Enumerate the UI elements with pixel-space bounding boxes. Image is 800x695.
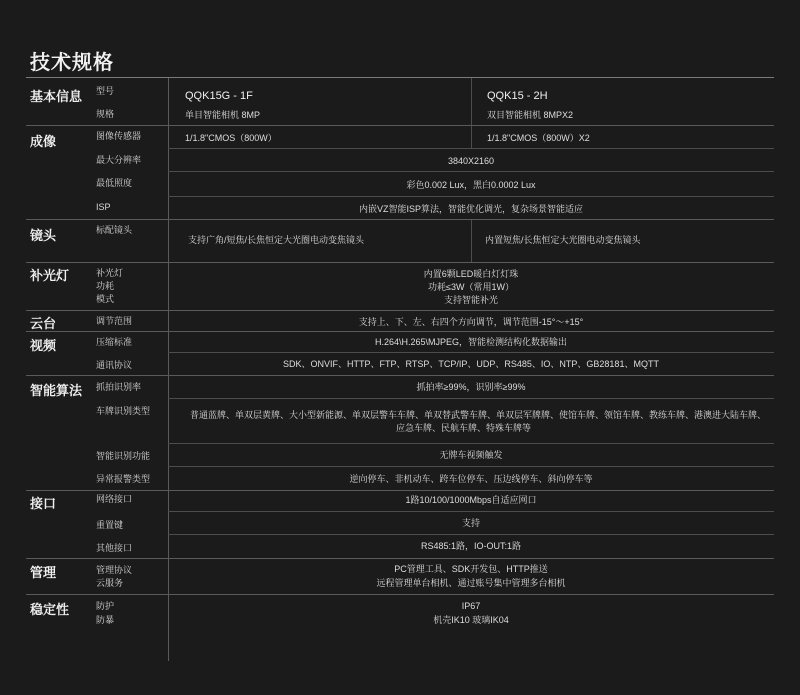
- explosion-value: 机壳IK10 玻璃IK04: [433, 615, 509, 625]
- label-fill-light: 补光灯: [96, 268, 124, 278]
- label-model: 型号: [96, 86, 115, 96]
- section-interface: 接口: [30, 496, 57, 511]
- basic-model-divider: [471, 78, 472, 125]
- row-divider: [168, 171, 774, 172]
- ptz-value: 支持上、下、左、右四个方向调节，调节范围-15°～+15°: [358, 317, 584, 327]
- section-divider: [26, 331, 774, 332]
- label-capture-rate: 抓拍识别率: [96, 382, 142, 392]
- min-lux-value: 彩色0.002 Lux，黑白0.0002 Lux: [406, 180, 536, 190]
- cloud-value: 远程管理单台相机、通过账号集中管理多台相机: [376, 578, 566, 588]
- section-divider: [26, 262, 774, 263]
- label-explosion: 防暴: [96, 615, 115, 625]
- row-divider: [168, 511, 774, 512]
- section-stability: 稳定性: [30, 602, 70, 617]
- other-interface-value: RS485:1路，IO-OUT:1路: [420, 541, 522, 551]
- section-divider: [26, 490, 774, 491]
- protection-value: IP67: [461, 601, 481, 611]
- protocol-value: SDK、ONVIF、HTTP、FTP、RTSP、TCP/IP、UDP、RS485、IO、NTP、GB28181、MQTT: [283, 359, 659, 369]
- label-abnormal-alarm: 异常报警类型: [96, 474, 151, 484]
- lens-a: 支持广角/短焦/长焦恒定大光圈电动变焦镜头: [188, 235, 365, 245]
- lens-divider: [471, 220, 472, 262]
- section-imaging: 成像: [30, 134, 57, 149]
- section-divider: [26, 375, 774, 376]
- power-value: 功耗≤3W（常用1W）: [428, 282, 514, 292]
- isp-value: 内嵌VZ智能ISP算法，智能优化调光，复杂场景智能适应: [358, 204, 583, 214]
- row-divider: [168, 443, 774, 444]
- row-divider: [168, 398, 774, 399]
- label-sensor: 图像传感器: [96, 131, 142, 141]
- section-divider: [26, 558, 774, 559]
- max-resolution-value: 3840X2160: [447, 156, 495, 166]
- section-management: 管理: [30, 565, 57, 580]
- label-lens: 标配镜头: [96, 225, 133, 235]
- section-divider: [26, 310, 774, 311]
- model-b: QQK15 - 2H: [487, 90, 548, 102]
- mode-value: 支持智能补光: [443, 295, 498, 305]
- smart-func-value: 无牌车视频触发: [439, 450, 503, 460]
- row-divider: [168, 148, 774, 149]
- plate-types-line-2: 应急车牌、民航车牌、特殊车牌等: [396, 423, 532, 433]
- label-protection: 防护: [96, 601, 115, 611]
- label-isp: ISP: [96, 202, 111, 212]
- section-ai: 智能算法: [30, 383, 83, 398]
- label-cloud: 云服务: [96, 578, 124, 588]
- label-smart-func: 智能识别功能: [96, 451, 151, 461]
- label-max-resolution: 最大分辨率: [96, 155, 142, 165]
- mgmt-protocol-value: PC管理工具、SDK开发包、HTTP推送: [394, 564, 548, 574]
- label-protocol: 通讯协议: [96, 360, 133, 370]
- network-value: 1路10/100/1000Mbps自适应网口: [405, 495, 537, 505]
- section-video: 视频: [30, 338, 57, 353]
- section-ptz: 云台: [30, 316, 57, 331]
- title-divider: [26, 77, 774, 78]
- label-reset: 重置键: [96, 520, 124, 530]
- page-title: 技术规格: [30, 52, 114, 74]
- label-mode: 模式: [96, 294, 115, 304]
- spec-a: 单目智能相机 8MP: [185, 110, 261, 120]
- section-lens: 镜头: [30, 228, 57, 243]
- row-divider: [168, 352, 774, 353]
- section-fill-light: 补光灯: [30, 268, 70, 283]
- spec-b: 双目智能相机 8MPX2: [487, 110, 574, 120]
- section-divider: [26, 125, 774, 126]
- fill-light-value: 内置6颗LED暖白灯灯珠: [423, 269, 519, 279]
- model-a: QQK15G - 1F: [185, 90, 253, 102]
- label-compression: 压缩标准: [96, 337, 133, 347]
- label-spec: 规格: [96, 109, 115, 119]
- label-network: 网络接口: [96, 494, 133, 504]
- label-adjust-range: 调节范围: [96, 316, 133, 326]
- plate-types-line-1: 普通蓝牌、单双层黄牌、大小型新能源、单双层警车车牌、单双替武警车牌、单双层军牌牌、使馆车牌、领馆车牌、教练车牌、港澳进大陆车牌、: [190, 410, 767, 420]
- label-power: 功耗: [96, 281, 115, 291]
- row-divider: [168, 466, 774, 467]
- sensor-b: 1/1.8"CMOS（800W）X2: [487, 133, 590, 143]
- row-divider: [168, 196, 774, 197]
- section-divider: [26, 594, 774, 595]
- row-divider: [168, 534, 774, 535]
- label-other-interface: 其他接口: [96, 543, 133, 553]
- label-min-lux: 最低照度: [96, 178, 133, 188]
- capture-rate-value: 抓拍率≥99%，识别率≥99%: [416, 382, 526, 392]
- sensor-divider: [471, 126, 472, 148]
- lens-b: 内置短焦/长焦恒定大光圈电动变焦镜头: [485, 235, 641, 245]
- abnormal-alarm-value: 逆向停车、非机动车、跨车位停车、压边线停车、斜向停车等: [349, 474, 593, 484]
- label-mgmt-protocol: 管理协议: [96, 565, 133, 575]
- section-basic: 基本信息: [30, 89, 83, 104]
- compression-value: H.264\H.265\MJPEG，智能检测结构化数据输出: [374, 337, 568, 347]
- section-divider: [26, 219, 774, 220]
- sensor-a: 1/1.8"CMOS（800W）: [185, 133, 277, 143]
- reset-value: 支持: [461, 518, 480, 528]
- label-plate-types: 车牌识别类型: [96, 406, 151, 416]
